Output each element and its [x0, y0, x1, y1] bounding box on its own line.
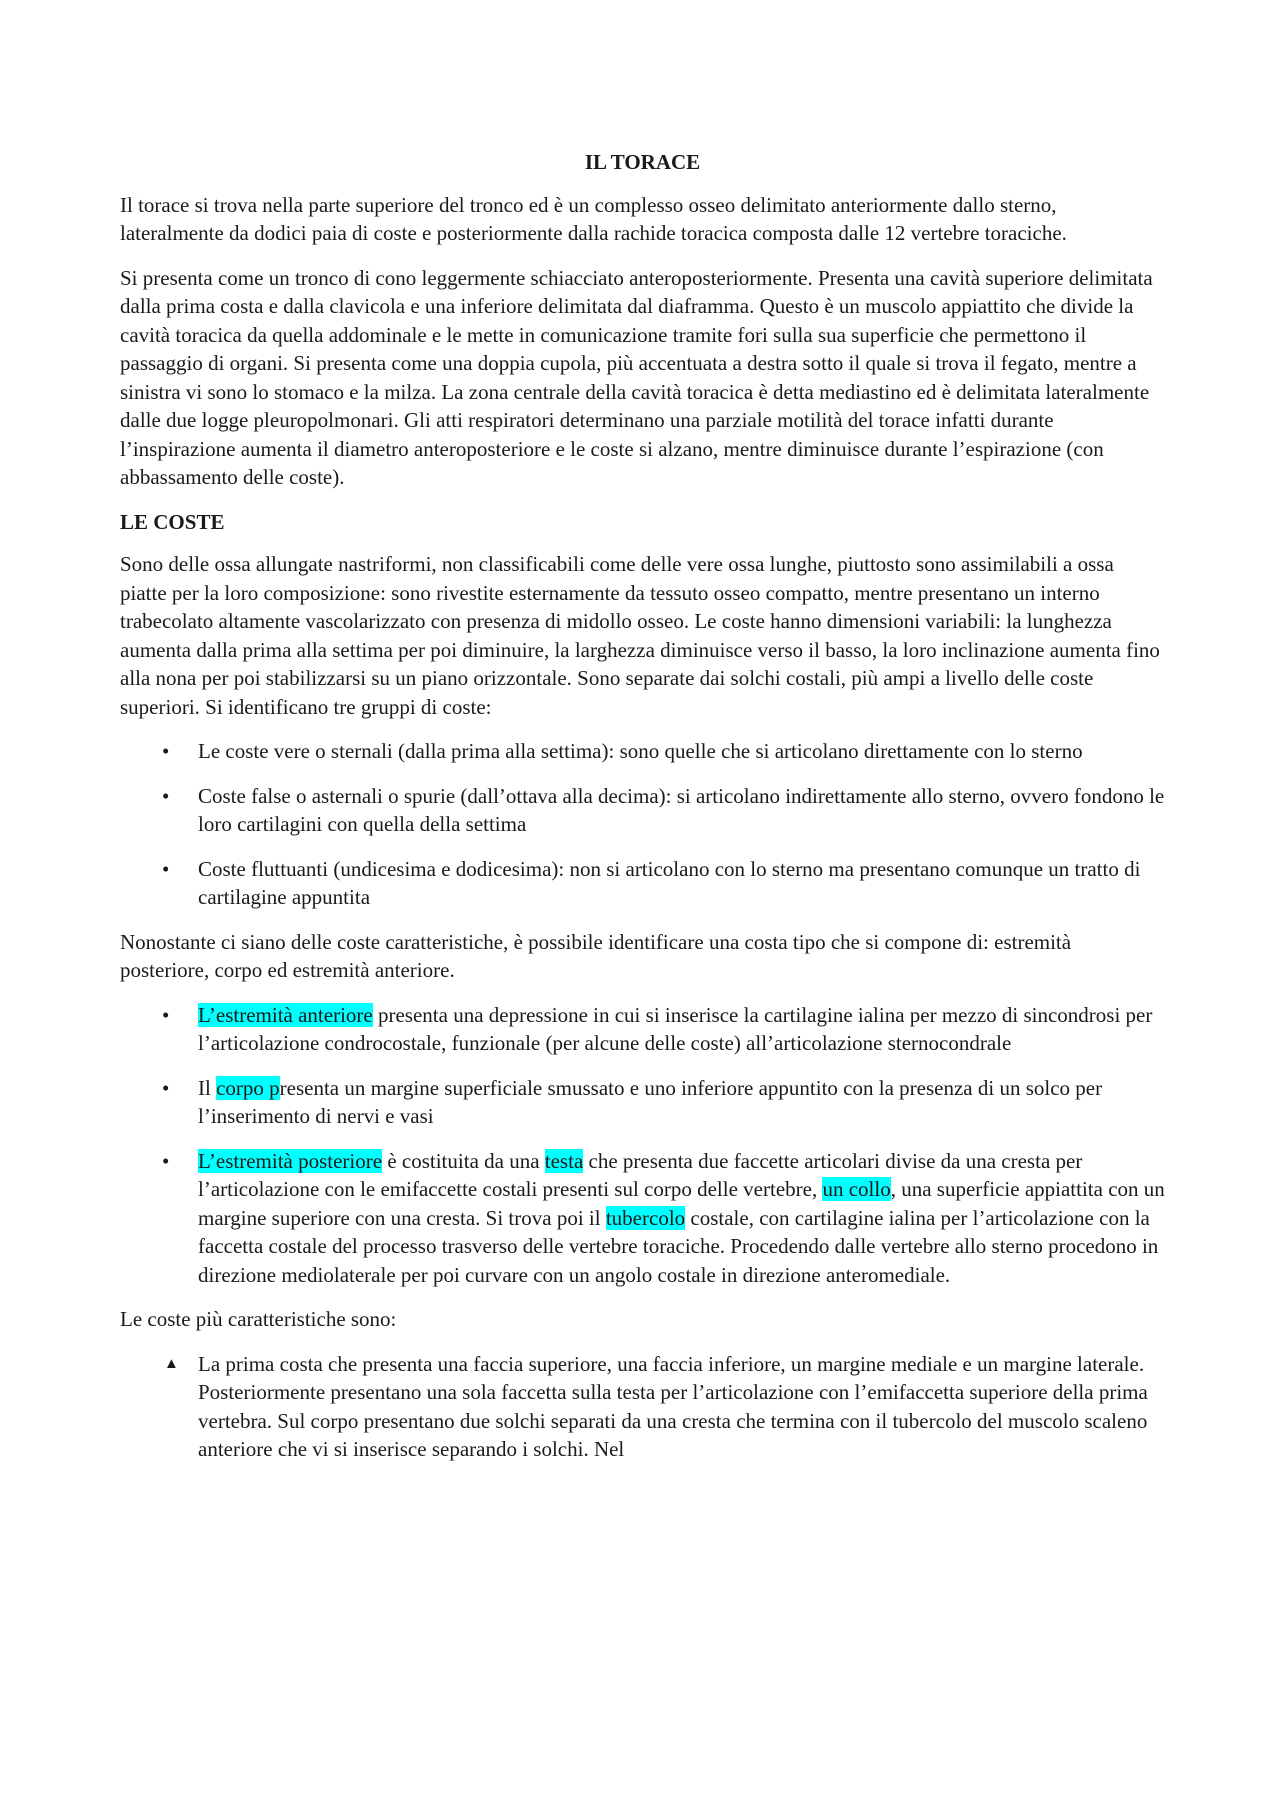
highlighted-text: L’estremità anteriore — [198, 1002, 373, 1027]
list-item — [120, 855, 1165, 912]
characteristic-ribs-list — [120, 1350, 1165, 1464]
list-item — [120, 1074, 1165, 1131]
list-item-text: costale, con cartilagine ialina per l’articolazione con la faccetta costale del processo trasverso delle vertebre toraciche. Procedendo dalle vertebre allo sterno procedono in direzione mediolaterale per poi curvare con un angolo costale in direzione anteromediale. — [198, 1205, 1159, 1287]
characteristic-ribs-paragraph: Le coste più caratteristiche sono: — [120, 1307, 397, 1331]
list-item-text: resenta un margine superficiale smussato e uno inferiore appuntito con la presenza di un solco per l’inserimento di nervi e vasi — [198, 1075, 1103, 1128]
highlighted-text: testa — [544, 1148, 584, 1173]
list-item — [120, 782, 1165, 839]
highlighted-text: corpo p — [216, 1075, 280, 1100]
list-item-text: che presenta due faccette articolari divise da una cresta per l’articolazione con le emifaccette costali presenti sul corpo delle vertebre, — [198, 1148, 1083, 1201]
list-item-text: Coste fluttuanti (undicesima e dodicesima): non si articolano con lo sterno ma presentano comunque un tratto di cartilagine appuntita — [198, 856, 1141, 909]
highlighted-text: un collo — [822, 1177, 891, 1201]
list-item-text: è costituita da una — [382, 1148, 545, 1173]
bullet-icon: • — [162, 783, 170, 808]
list-item — [120, 1001, 1165, 1058]
list-item-text: presenta una depressione in cui si inserisce la cartilagine ialina per mezzo di sincondrosi per l’articolazione condrocostale, funzionale (per alcune delle coste) all’articolazione sternocondrale — [198, 1002, 1153, 1055]
typical-rib-paragraph: Nonostante ci siano delle coste caratteristiche, è possibile identificare una costa tipo che si compone di: estremità posteriore, corpo ed estremità anteriore. — [120, 929, 1072, 982]
bullet-icon: • — [162, 1148, 170, 1173]
list-item-text: Coste false o asternali o spurie (dall’ottava alla decima): si articolano indirettamente allo sterno, ovvero fondono le loro cartilagini con quella della settima — [198, 783, 1165, 836]
shape-paragraph: Si presenta come un tronco di cono leggermente schiacciato anteroposteriormente. Presenta una cavità superiore delimitata dalla prima costa e dalla clavicola e una inferiore delimitata dal diaframma. Questo è un muscolo appiattito che divide la cavità toracica da quella addominale e le mette in comunicazione tramite fori sulla sua superficie che permettono il passaggio di organi. Si presenta come una doppia cupola, più accentuata a destra sotto il quale si trova il fegato, mentre a sinistra vi sono lo stomaco e la milza. La zona centrale della cavità toracica è detta mediastino ed è delimitata lateralmente dalle due logge pleuropolmonari. Gli atti respiratori determinano una parziale motilità del torace infatti durante l’inspirazione aumenta il diametro anteroposteriore e le coste si alzano, mentre diminuisce durante l’espirazione (con abbassamento delle coste). — [120, 265, 1153, 489]
bullet-icon: • — [162, 1002, 170, 1027]
triangle-bullet-icon: ▲ — [164, 1355, 179, 1372]
list-item — [120, 1147, 1165, 1290]
list-item-text: , una superficie appiattita con un margine superiore con una cresta. Si trova poi il — [198, 1177, 1165, 1230]
list-item-text: Il — [198, 1075, 217, 1100]
rib-groups-list — [120, 737, 1165, 912]
coste-paragraph: Sono delle ossa allungate nastriformi, non classificabili come delle vere ossa lunghe, piuttosto sono assimilabili a ossa piatte per la loro composizione: sono rivestite esternamente da tessuto osseo compatto, mentre presentano un interno trabecolato altamente vascolarizzato con presenza di midollo osseo. Le coste hanno dimensioni variabili: la lunghezza aumenta dalla prima alla settima per poi diminuire, la larghezza diminuisce verso il basso, la loro inclinazione aumenta fino alla nona per poi stabilizzarsi su un piano orizzontale. Sono separate dai solchi costali, più ampi a livello delle coste superiori. Si identificano tre gruppi di coste: — [120, 552, 1160, 719]
bullet-icon: • — [162, 856, 170, 881]
list-item — [120, 737, 1165, 766]
intro-paragraph: Il torace si trova nella parte superiore del tronco ed è un complesso osseo delimitato anteriormente dallo sterno, lateralmente da dodici paia di coste e posteriormente dalla rachide toracica composta dalle 12 vertebre toraciche. — [120, 192, 1067, 245]
highlighted-text: tubercolo — [605, 1205, 686, 1230]
bullet-icon: • — [162, 739, 170, 763]
section-heading-coste: LE COSTE — [120, 509, 225, 534]
list-item — [120, 1350, 1165, 1464]
highlighted-text: L’estremità posteriore — [198, 1148, 383, 1173]
list-item-text: Le coste vere o sternali (dalla prima alla settima): sono quelle che si articolano direttamente con lo sterno — [198, 739, 1083, 763]
document-page — [120, 148, 1165, 1480]
list-item-text: La prima costa che presenta una faccia superiore, una faccia inferiore, un margine mediale e un margine laterale. Posteriormente presentano una sola faccetta sulla testa per l’articolazione con l’emifaccetta superiore della prima vertebra. Sul corpo presentano due solchi separati da una cresta che termina con il tubercolo del muscolo scaleno anteriore che vi si inserisce separando i solchi. Nel — [198, 1351, 1148, 1461]
bullet-icon: • — [162, 1075, 170, 1100]
rib-parts-list — [120, 1001, 1165, 1290]
page-title: IL TORACE — [584, 150, 701, 174]
